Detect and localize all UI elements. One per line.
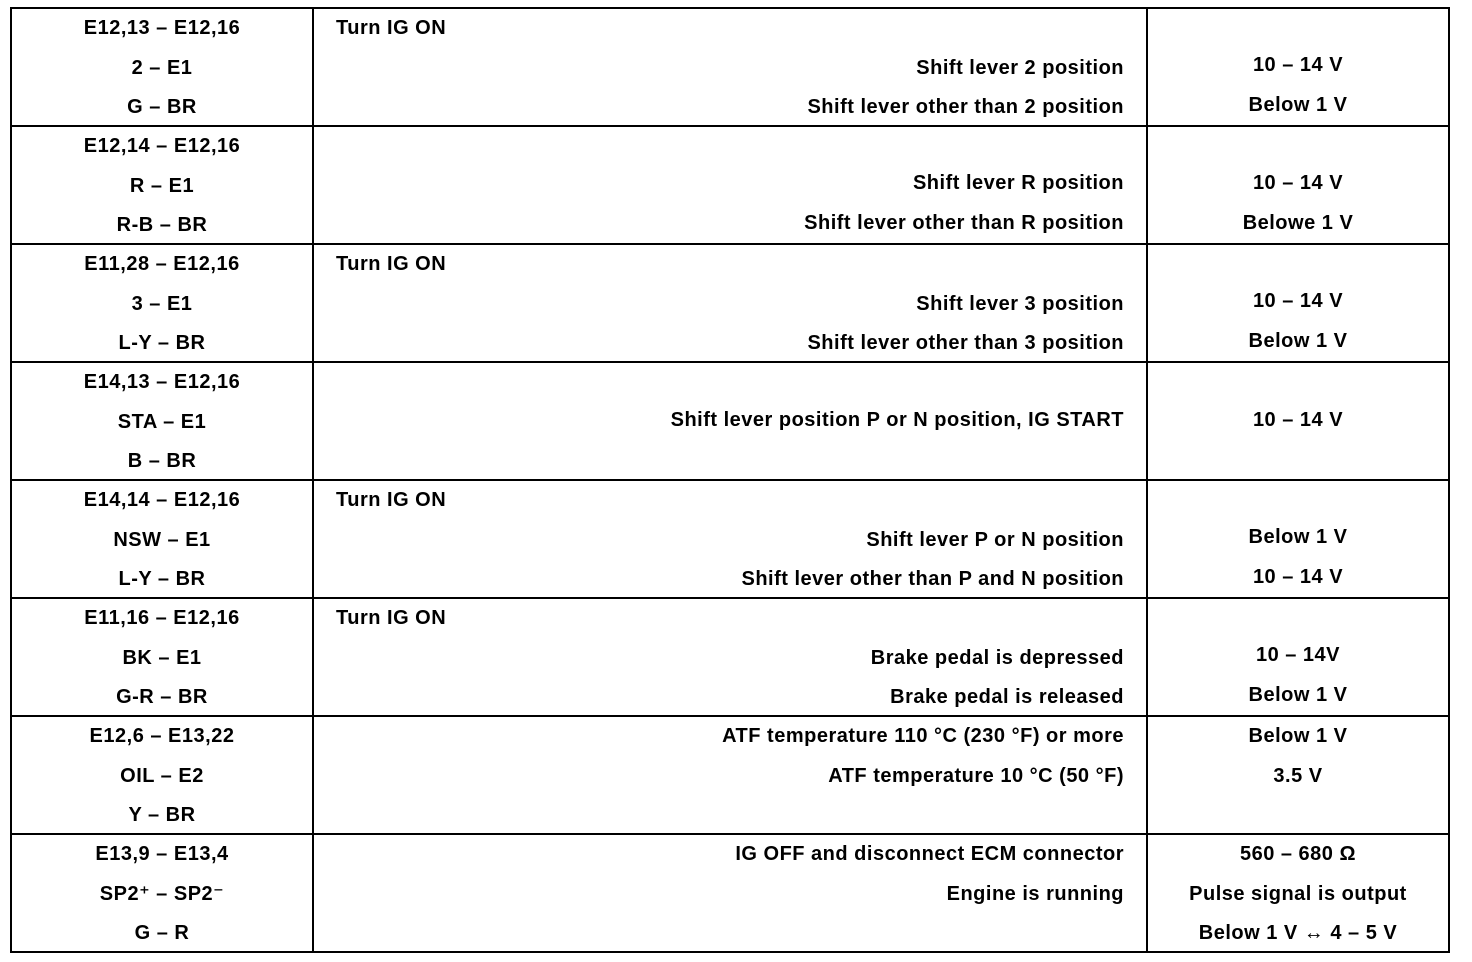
terminal-line: 2 – E1: [131, 56, 193, 79]
condition-line: [314, 441, 1146, 479]
condition-cell: [314, 127, 1148, 243]
spec-cell: [1148, 363, 1448, 479]
terminal-cell: [12, 363, 314, 479]
terminal-line: R-B – BR: [116, 214, 208, 236]
terminal-line: E13,9 – E13,4: [95, 843, 229, 865]
condition-line: Engine is running: [946, 882, 1124, 905]
condition-line: Shift lever R position: [912, 172, 1124, 194]
spec-line: Belowe 1 V: [1242, 211, 1354, 234]
spec-line: Below 1 V: [1248, 93, 1348, 116]
spec-line: [1148, 245, 1448, 282]
spec-line: 10 – 14V: [1255, 644, 1341, 666]
condition-cell: [314, 363, 1148, 479]
terminal-cell: [12, 717, 314, 833]
condition-line: Shift lever other than P and N position: [741, 568, 1124, 590]
spec-line: [1148, 363, 1448, 401]
terminal-cell: [12, 481, 314, 597]
terminal-line: E12,14 – E12,16: [83, 135, 241, 157]
spec-line: Below 1 V ↔ 4 – 5 V: [1198, 922, 1398, 944]
table-row: [12, 245, 1448, 363]
condition-cell: [314, 9, 1148, 125]
terminal-inspection-table: [10, 7, 1450, 953]
terminal-line: L-Y – BR: [118, 332, 206, 354]
condition-line: Shift lever 3 position: [916, 292, 1124, 315]
terminal-cell: [12, 9, 314, 125]
condition-line: [314, 363, 1146, 401]
condition-line: Shift lever other than 3 position: [807, 332, 1124, 354]
condition-line: ATF temperature 10 °C (50 °F): [828, 764, 1124, 787]
spec-cell: [1148, 481, 1448, 597]
terminal-line: R – E1: [129, 174, 195, 197]
terminal-line: G-R – BR: [116, 686, 208, 708]
condition-cell: [314, 481, 1148, 597]
terminal-cell: [12, 245, 314, 361]
spec-cell: [1148, 127, 1448, 243]
spec-line: [1148, 796, 1448, 833]
condition-line: Shift lever other than 2 position: [807, 96, 1124, 118]
terminal-line: E11,28 – E12,16: [84, 253, 240, 275]
spec-line: Below 1 V: [1248, 683, 1348, 706]
condition-cell: [314, 835, 1148, 951]
spec-line: Below 1 V: [1248, 725, 1348, 747]
terminal-line: E11,16 – E12,16: [84, 607, 240, 629]
spec-cell: [1148, 9, 1448, 125]
condition-line: Shift lever other than R position: [804, 211, 1124, 234]
spec-line: 560 – 680 Ω: [1239, 843, 1357, 865]
condition-line: Turn IG ON: [336, 489, 447, 511]
terminal-line: Y – BR: [128, 804, 196, 826]
spec-line: 3.5 V: [1273, 764, 1323, 787]
spec-line: 10 – 14 V: [1252, 409, 1344, 432]
condition-line: Turn IG ON: [336, 253, 447, 275]
table-row: [12, 481, 1448, 599]
condition-line: [314, 914, 1146, 951]
spec-line: 10 – 14 V: [1252, 290, 1344, 312]
spec-cell: [1148, 717, 1448, 833]
spec-line: 10 – 14 V: [1252, 565, 1344, 588]
terminal-line: L-Y – BR: [118, 568, 206, 590]
spec-line: Below 1 V: [1248, 526, 1348, 548]
condition-line: Brake pedal is released: [890, 686, 1124, 708]
spec-cell: [1148, 245, 1448, 361]
terminal-line: BK – E1: [122, 646, 202, 669]
condition-line: ATF temperature 110 °C (230 °F) or more: [722, 725, 1124, 747]
table-row: [12, 599, 1448, 717]
condition-line: Turn IG ON: [336, 17, 447, 39]
terminal-line: G – BR: [127, 96, 197, 118]
condition-line: [314, 796, 1146, 833]
terminal-line: E14,14 – E12,16: [83, 489, 241, 511]
terminal-line: G – R: [134, 922, 190, 944]
terminal-line: B – BR: [127, 450, 197, 472]
terminal-line: 3 – E1: [131, 292, 193, 315]
spec-line: 10 – 14 V: [1252, 172, 1344, 194]
spec-line: [1148, 441, 1448, 479]
spec-line: [1148, 127, 1448, 164]
spec-line: 10 – 14 V: [1252, 54, 1344, 76]
condition-line: [314, 127, 1146, 164]
spec-cell: [1148, 599, 1448, 715]
terminal-line: E12,6 – E13,22: [89, 725, 235, 747]
table-row: [12, 363, 1448, 481]
terminal-cell: [12, 599, 314, 715]
table-row: [12, 127, 1448, 245]
terminal-cell: [12, 835, 314, 951]
spec-line: Below 1 V: [1248, 329, 1348, 352]
terminal-line: STA – E1: [117, 410, 207, 433]
spec-cell: [1148, 835, 1448, 951]
spec-line: [1148, 599, 1448, 636]
terminal-line: NSW – E1: [113, 528, 211, 551]
spec-line: Pulse signal is output: [1189, 882, 1407, 905]
condition-cell: [314, 717, 1148, 833]
condition-cell: [314, 599, 1148, 715]
condition-line: Shift lever position P or N position, IG START: [670, 409, 1124, 432]
terminal-line: OIL – E2: [120, 764, 204, 787]
condition-line: Turn IG ON: [336, 607, 447, 629]
condition-line: IG OFF and disconnect ECM connector: [735, 843, 1124, 865]
spec-line: [1148, 9, 1448, 46]
spec-line: [1148, 481, 1448, 518]
terminal-cell: [12, 127, 314, 243]
condition-line: Shift lever P or N position: [866, 528, 1124, 551]
table-row: [12, 717, 1448, 835]
condition-line: Shift lever 2 position: [916, 56, 1124, 79]
table-row: [12, 9, 1448, 127]
table-row: [12, 835, 1448, 951]
condition-cell: [314, 245, 1148, 361]
condition-line: Brake pedal is depressed: [870, 646, 1124, 669]
terminal-line: E12,13 – E12,16: [83, 17, 241, 39]
terminal-line: E14,13 – E12,16: [83, 371, 241, 393]
terminal-line: SP2⁺ – SP2⁻: [99, 882, 225, 905]
